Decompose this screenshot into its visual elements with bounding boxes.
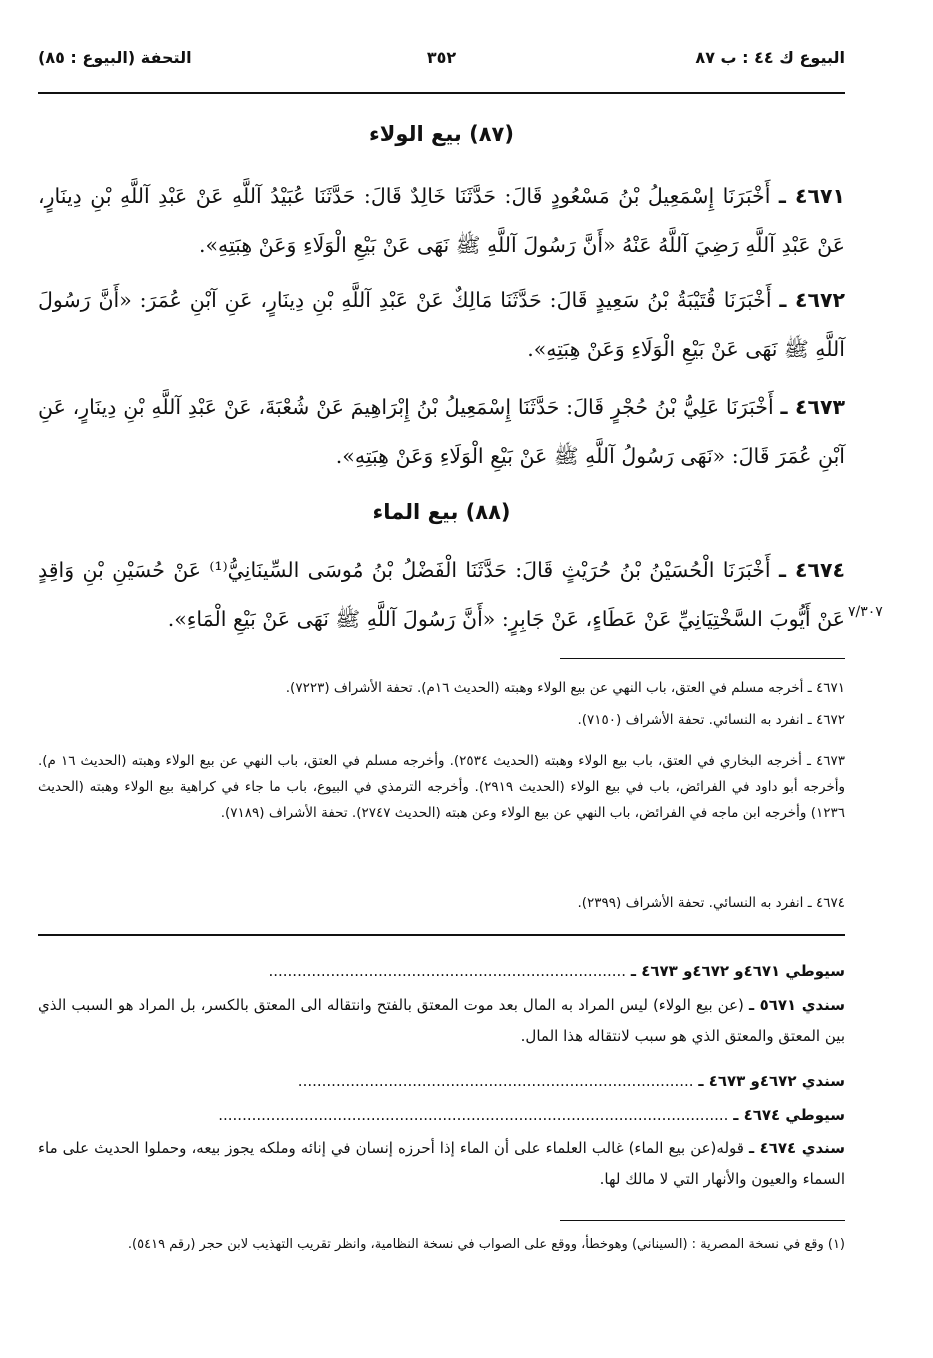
takhrij-rule xyxy=(560,658,845,659)
commentary-entry xyxy=(38,1066,845,1097)
commentary-entry xyxy=(38,956,845,987)
takhrij-note: ٤٦٧٤ ـ انفرد به النسائي. تحفة الأشراف (٢٣٩٩). xyxy=(577,895,845,911)
takhrij-note: ٤٦٧١ ـ أخرجه مسلم في العتق، باب النهي عن بيع الولاء وهبته (الحديث ١٦م). تحفة الأشراف (٧٢٢٣). xyxy=(285,680,845,696)
commentary-rule xyxy=(38,934,845,936)
commentary-dots: ........................................................................................................... xyxy=(218,1106,729,1124)
commentary-label: سندي ٤٦٧٤ ـ xyxy=(748,1139,845,1157)
commentary-dots: ........................................................................... xyxy=(268,962,627,980)
running-header-tuhfa: التحفة (البيوع : ٨٥) xyxy=(38,48,192,67)
section-title: (٨٨) بيع الماء xyxy=(372,500,511,524)
commentary-entry xyxy=(38,1133,845,1195)
commentary-entry xyxy=(38,1100,845,1131)
commentary-text: (عن بيع الولاء) ليس المراد به المال بعد موت المعتق بالفتح وانتقاله الى المعتق بالكسر، بل المراد هو السبب الذي بين المعتق والمعتق الذي هو سبب لانتقاله هذا المال. xyxy=(38,996,845,1045)
hadith-text: أَخْبَرَنَا إِسْمَعِيلُ بْنُ مَسْعُودٍ قَالَ: حَدَّثَنَا خَالِدٌ قَالَ: حَدَّثَنَا عُبَيْدُ آللَّهِ عَنْ عَبْدِ آللَّهِ بْنِ دِينَارٍ، عَنْ عَبْدِ آللَّهِ رَضِيَ آللَّهُ عَنْهُ «أَنَّ رَسُولَ آللَّهِ ﷺ نَهَى عَنْ بَيْعِ الْوَلَاءِ وَعَنْ هِبَتِهِ». xyxy=(38,184,845,257)
hadith-text: أَخْبَرَنَا الْحُسَيْنُ بْنُ حُرَيْثٍ قَالَ: حَدَّثَنَا الْفَضْلُ بْنُ مُوسَى السِّينَانِيُّ⁽¹⁾ عَنْ حُسَيْنِ بْنِ وَاقِدٍ عَنْ أَيُّوبَ السَّخْتِيَانِيِّ عَنْ عَطَاءٍ، عَنْ جَابِرٍ: «أَنَّ رَسُولَ آللَّهِ ﷺ نَهَى عَنْ بَيْعِ الْمَاءِ». xyxy=(38,558,845,631)
commentary-text: قوله(عن بيع الماء) غالب العلماء على أن الماء إذا أحرزه إنسان في إنائه وملكه يجوز بيعه، وحملوا الحديث على ماء السماء والعيون والأنهار التي لا مالك لها. xyxy=(38,1139,845,1188)
hadith-number: ٤٦٧٣ ـ xyxy=(780,395,845,419)
margin-reference: ٧/٣٠٧ xyxy=(848,604,883,620)
takhrij-note: ٤٦٧٣ ـ أخرجه البخاري في العتق، باب بيع الولاء وهبته (الحديث ٢٥٣٤). وأخرجه مسلم في العتق، باب النهي عن بيع الولاء وهبته (الحديث ١٦ م). وأخرجه أبو داود في الفرائض، باب في بيع الولاء (الحديث ٢٩١٩). وأخرجه الترمذي في البيوع، باب ما جاء في كراهية بيع الولاء وهبته (الحديث ١٢٣٦) وأخرجه ابن ماجه في الفرائض، باب النهي عن بيع الولاء وعن هبته (الحديث ٢٧٤٧). تحفة الأشراف (٧١٨٩). xyxy=(38,753,846,821)
commentary-dots: ................................................................................... xyxy=(297,1072,694,1090)
hadith-paragraph xyxy=(38,546,845,644)
takhrij-note: ٤٦٧٢ ـ انفرد به النسائي. تحفة الأشراف (٧١٥٠). xyxy=(577,712,845,728)
hadith-paragraph xyxy=(38,172,845,270)
hadith-paragraph xyxy=(38,383,845,481)
commentary-label: سندي ٤٦٧٢و ٤٦٧٣ ـ xyxy=(698,1072,845,1090)
section-title: (٨٧) بيع الولاء xyxy=(369,122,514,146)
running-header-chapter: البيوع ك ٤٤ : ب ٨٧ xyxy=(695,48,845,67)
document-page xyxy=(38,0,845,1358)
hadith-text: أَخْبَرَنَا عَلِيُّ بْنُ حُجْرٍ قَالَ: حَدَّثَنَا إِسْمَعِيلُ بْنُ إِبْرَاهِيمَ عَنْ شُعْبَةَ، عَنْ عَبْدِ آللَّهِ بْنِ دِينَارٍ، عَنِ آبْنِ عُمَرَ قَالَ: «نَهَى رَسُولُ آللَّهِ ﷺ عَنْ بَيْعِ الْوَلَاءِ وَعَنْ هِبَتِهِ». xyxy=(38,395,845,468)
commentary-label: سيوطي ٤٦٧٤ ـ xyxy=(733,1106,845,1124)
footnote: (١) وقع في نسخة المصرية : (السيناني) وهوخطأ، ووقع على الصواب في نسخة النظامية، وانظر تقريب التهذيب لابن حجر (رقم ٥٤١٩). xyxy=(127,1237,845,1252)
hadith-paragraph xyxy=(38,276,845,374)
footnote-rule xyxy=(560,1220,845,1221)
page-number: ٣٥٢ xyxy=(426,48,457,67)
commentary-label: سيوطي ٤٦٧١و ٤٦٧٢و ٤٦٧٣ ـ xyxy=(630,962,845,980)
hadith-text: أَخْبَرَنَا قُتَيْبَةُ بْنُ سَعِيدٍ قَالَ: حَدَّثَنَا مَالِكٌ عَنْ عَبْدِ آللَّهِ بْنِ دِينَارٍ، عَنِ آبْنِ عُمَرَ: «أَنَّ رَسُولَ آللَّهِ ﷺ نَهَى عَنْ بَيْعِ الْوَلَاءِ وَعَنْ هِبَتِهِ». xyxy=(38,288,845,361)
commentary-entry xyxy=(38,990,845,1052)
hadith-number: ٤٦٧١ ـ xyxy=(778,184,845,208)
header-rule xyxy=(38,92,845,94)
hadith-number: ٤٦٧٢ ـ xyxy=(779,288,845,312)
commentary-label: سندي ٥٦٧١ ـ xyxy=(748,996,845,1014)
hadith-number: ٤٦٧٤ ـ xyxy=(778,558,845,582)
